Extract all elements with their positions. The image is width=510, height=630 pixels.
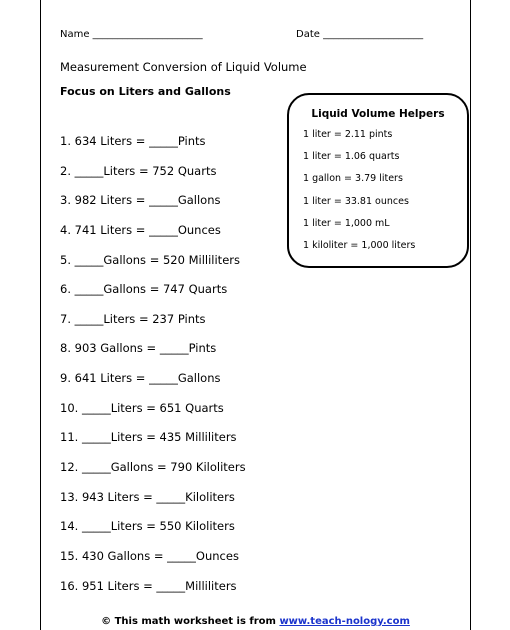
problem-item: 12. _____Gallons = 790 Kiloliters: [60, 460, 246, 475]
problem-item: 9. 641 Liters = _____Gallons: [60, 371, 221, 386]
helpers-title: Liquid Volume Helpers: [311, 108, 445, 120]
helper-item: 1 liter = 1,000 mL: [303, 217, 390, 229]
worksheet-title: Measurement Conversion of Liquid Volume: [60, 60, 307, 74]
problem-item: 8. 903 Gallons = _____Pints: [60, 341, 217, 356]
problem-item: 13. 943 Liters = _____Kiloliters: [60, 489, 235, 504]
footer-link[interactable]: www.teach-nology.com: [279, 616, 410, 627]
problem-item: 1. 634 Liters = _____Pints: [60, 134, 206, 148]
helpers-list: [303, 129, 415, 262]
problem-item: 5. _____Gallons = 520 Milliliters: [60, 252, 240, 267]
helper-item: 1 gallon = 3.79 liters: [303, 173, 403, 185]
helper-item: 1 liter = 33.81 ounces: [303, 195, 409, 207]
helper-item: 1 liter = 2.11 pints: [303, 129, 393, 140]
problem-item: 6. _____Gallons = 747 Quarts: [60, 282, 228, 297]
helper-item: 1 kiloliter = 1,000 liters: [303, 239, 416, 251]
footer-text: © This math worksheet is from: [101, 616, 280, 627]
problem-item: 3. 982 Liters = _____Gallons: [60, 193, 221, 208]
footer: [40, 616, 471, 627]
problem-item: 15. 430 Gallons = _____Ounces: [60, 548, 239, 563]
helper-item: 1 liter = 1.06 quarts: [303, 151, 400, 163]
worksheet-subtitle: Focus on Liters and Gallons: [60, 85, 231, 98]
problem-item: 11. _____Liters = 435 Milliliters: [60, 430, 237, 445]
name-field: Name ______________________: [60, 29, 203, 40]
date-field: Date ____________________: [296, 29, 424, 40]
problem-list: [60, 133, 246, 607]
helpers-box: [287, 93, 469, 268]
problem-item: 10. _____Liters = 651 Quarts: [60, 400, 224, 415]
problem-item: 7. _____Liters = 237 Pints: [60, 311, 206, 326]
problem-item: 16. 951 Liters = _____Milliliters: [60, 578, 237, 593]
problem-item: 4. 741 Liters = _____Ounces: [60, 222, 221, 237]
problem-item: 2. _____Liters = 752 Quarts: [60, 163, 217, 178]
problem-item: 14. _____Liters = 550 Kiloliters: [60, 519, 235, 534]
